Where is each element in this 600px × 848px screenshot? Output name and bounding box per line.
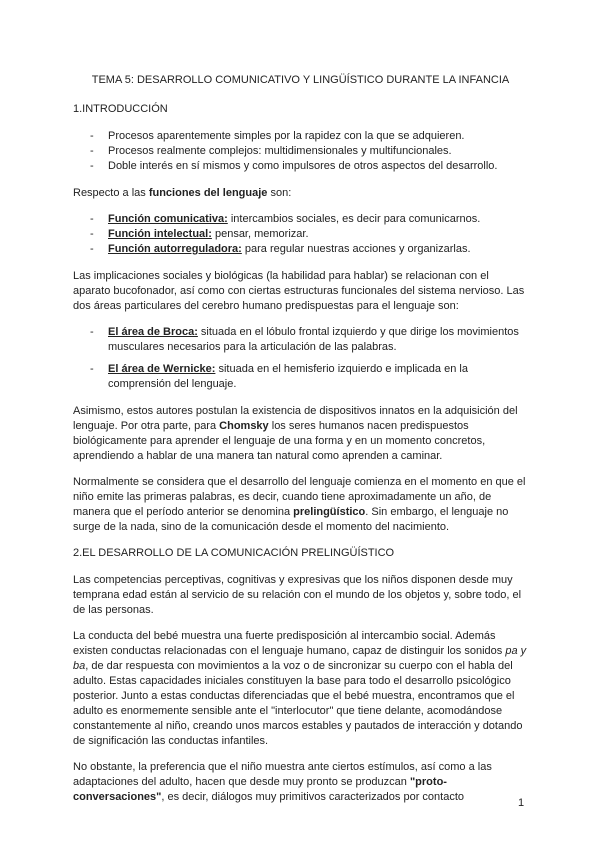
- section-heading-introduccion: 1.INTRODUCCIÓN: [73, 103, 168, 115]
- page-content: [73, 68, 528, 816]
- section-heading-prelinguistico: 2.EL DESARROLLO DE LA COMUNICACIÓN PRELINGÜÍSTICO: [73, 547, 395, 559]
- area-text: situada en el lóbulo frontal izquierdo y que dirige los movimientos musculares necesarios para la articulación de las palabras.: [108, 326, 519, 353]
- list-item: [73, 362, 528, 392]
- list-item: [73, 212, 528, 227]
- normalmente-paragraph: [73, 475, 528, 535]
- text-span: . Sin embargo, el lenguaje no surge de la nada, sino de la comunicación desde el momento del nacimiento.: [73, 506, 509, 533]
- area-term: El área de Wernicke:: [108, 363, 216, 375]
- function-text: intercambios sociales, es decir para comunicarnos.: [227, 213, 481, 225]
- text-span: los seres humanos nacen predispuestos biológicamente para aprender el lenguaje de una forma y en un momento concretos, aprendiendo a hablar de una manera tan natural como aprenden a caminar.: [73, 420, 486, 462]
- italic-term: y ba: [73, 645, 527, 672]
- functions-intro-paragraph: [73, 186, 528, 201]
- competencias-paragraph: Las competencias perceptivas, cognitivas y expresivas que los niños disponen desde muy temprana edad están al servicio de su relación con el mundo de los objetos y, sobre todo, el de las personas.: [73, 574, 522, 616]
- text-span: , de dar respuesta con movimientos a la voz o de sincronizar su cuerpo con el habla del adulto. Estas capacidades iniciales constituyen la base para todo el desarrollo psicológico posterior. Junto a estas conductas diferenciadas que el bebé muestra, encontramos que el adulto es enormemente sensible ante el "interlocutor" que tiene delante, acomodándose constantemente al niño, creando unos marcos estables y pautados de interacción y dotando de significación las conductas infantiles.: [73, 660, 523, 747]
- text-span: , es decir, diálogos muy primitivos caracterizados por contacto: [161, 791, 465, 803]
- intro-bullet-list: [73, 129, 528, 174]
- list-item: - Procesos aparentemente simples por la rapidez con la que se adquieren.: [73, 129, 528, 144]
- brain-areas-list: [73, 325, 528, 392]
- text-span: La conducta del bebé muestra una fuerte predisposición al intercambio social. Además existen conductas relacionadas con el lenguaje humano, capaz de distinguir los sonidos: [73, 630, 506, 657]
- area-term: El área de Broca:: [108, 326, 198, 338]
- text-span: son:: [267, 187, 292, 199]
- function-term: Función autorreguladora:: [108, 243, 242, 255]
- text-span: Respecto a las: [73, 187, 149, 199]
- text-span: No obstante, la preferencia que el niño muestra ante ciertos estímulos, así como a las adaptaciones del adulto, hacen que desde muy pronto se produzcan: [73, 761, 492, 788]
- implicaciones-paragraph: Las implicaciones sociales y biológicas (la habilidad para hablar) se relacionan con el aparato bucofonador, así como con ciertas estructuras funcionales del sistema nervioso. Las dos áreas particulares del cerebro humano predispuestas para el lenguaje son:: [73, 270, 525, 312]
- list-item: [73, 325, 528, 355]
- conducta-paragraph: [73, 629, 528, 749]
- text-span: Asimismo, estos autores postulan la existencia de dispositivos innatos en la adquisición del lenguaje. Por otra parte, para: [73, 405, 518, 432]
- asimismo-paragraph: [73, 404, 528, 464]
- noobstante-paragraph: [73, 760, 528, 805]
- page-number: 1: [518, 797, 525, 809]
- list-item: - Procesos realmente complejos: multidimensionales y multifuncionales.: [73, 144, 528, 159]
- list-item: [73, 242, 528, 257]
- document-title: TEMA 5: DESARROLLO COMUNICATIVO Y LINGÜÍSTICO DURANTE LA INFANCIA: [91, 74, 510, 86]
- function-term: Función comunicativa:: [108, 213, 228, 225]
- functions-list: [73, 212, 528, 257]
- bold-term: prelingüístico: [293, 506, 366, 518]
- function-text: para regular nuestras acciones y organizarlas.: [241, 243, 471, 255]
- function-text: pensar, memorizar.: [211, 228, 309, 240]
- function-term: Función intelectual:: [108, 228, 212, 240]
- italic-term: pa: [505, 645, 518, 657]
- list-item: - Doble interés en sí mismos y como impulsores de otros aspectos del desarrollo.: [73, 159, 528, 174]
- area-text: situada en el hemisferio izquierdo e implicada en la comprensión del lenguaje.: [108, 363, 468, 390]
- list-item: [73, 227, 528, 242]
- bold-term: "proto-conversaciones": [73, 776, 447, 803]
- bold-term: funciones del lenguaje: [148, 187, 268, 199]
- text-span: Normalmente se considera que el desarrollo del lenguaje comienza en el momento en que el niño emite las primeras palabras, es decir, cuando tiene aproximadamente un año, de manera que el período anterior se denomina: [73, 476, 526, 518]
- bold-term: Chomsky: [219, 420, 269, 432]
